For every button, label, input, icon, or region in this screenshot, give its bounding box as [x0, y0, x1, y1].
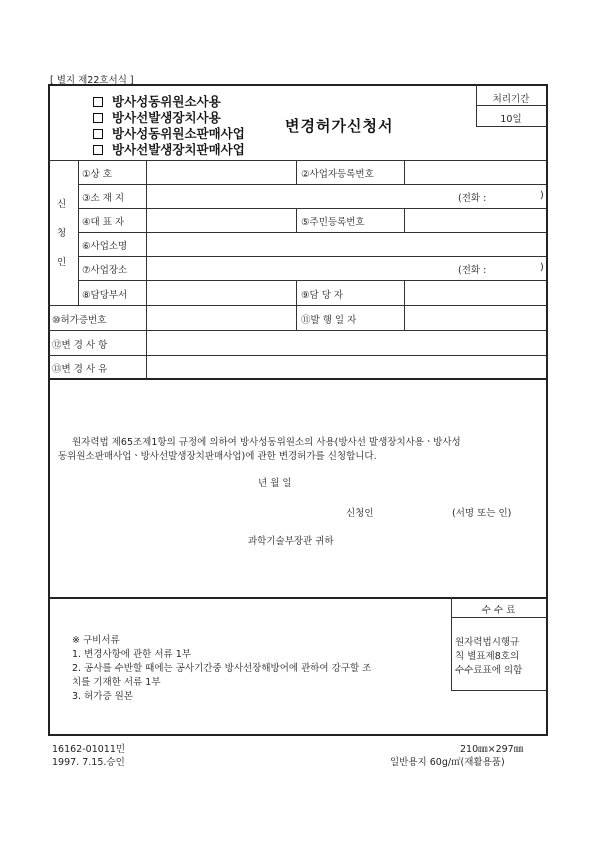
checkbox-icon[interactable] [93, 129, 103, 139]
change-items-field[interactable] [148, 332, 544, 353]
document-item: 3. 허가증 원본 [72, 691, 133, 702]
change-items-label: ⑫변 경 사 항 [52, 340, 108, 351]
col-line [146, 160, 147, 378]
form-code: 16162-01011민 [52, 744, 126, 755]
change-reason-field[interactable] [148, 357, 544, 376]
processing-label: 처리기간 [492, 94, 530, 105]
applicant-sign-field[interactable] [384, 500, 446, 518]
site-location-field[interactable] [148, 258, 448, 278]
phone-close-1: ) [540, 190, 544, 201]
processing-box-bottom [476, 126, 546, 127]
sign-or-seal-label: (서명 또는 인) [452, 508, 512, 519]
col-line [404, 208, 405, 232]
row-line [78, 256, 546, 257]
declaration-line-1: 원자력법 제65조제1항의 규정에 의하여 방사성동위원소의 사용(방사선 발생장치사용ㆍ방사성 [72, 437, 461, 448]
applicant-side-label-3: 인 [57, 257, 67, 268]
row-line [48, 330, 546, 331]
col-line [296, 208, 297, 232]
frame-left [48, 84, 50, 736]
fee-text-3: 수수료표에 의함 [455, 665, 523, 676]
documents-heading: ※ 구비서류 [72, 635, 120, 646]
approval-date: 1997. 7.15.승인 [52, 757, 125, 768]
address-label: ③소 재 지 [82, 193, 125, 204]
row-line [78, 232, 546, 233]
resident-no-label: ⑤주민등록번호 [301, 217, 365, 228]
representative-label: ④대 표 자 [82, 217, 125, 228]
row-line [48, 305, 546, 306]
paper-size: 210㎜×297㎜ [460, 744, 524, 755]
date-line: 년 월 일 [258, 478, 292, 489]
fee-box-bottom [451, 690, 546, 691]
row-line [48, 378, 546, 380]
biz-reg-no-label: ②사업자등록번호 [301, 169, 374, 180]
department-field[interactable] [148, 282, 294, 303]
checkbox-icon[interactable] [93, 145, 103, 155]
manager-field[interactable] [406, 282, 544, 303]
document-item: 치를 기재한 서류 1부 [72, 677, 161, 688]
department-label: ⑧담당부서 [82, 290, 128, 301]
document-item: 2. 공사를 수반할 때에는 공사기간중 방사선장해방어에 관하여 강구할 조 [72, 663, 372, 674]
site-name-field[interactable] [148, 234, 544, 254]
row-line [78, 184, 546, 185]
phone-close-2: ) [540, 262, 544, 273]
document-item: 1. 변경사항에 관한 서류 1부 [72, 649, 191, 660]
frame-bottom [48, 734, 548, 736]
change-reason-label: ⑬변 경 사 유 [52, 364, 108, 375]
col-line [296, 280, 297, 330]
applicant-side-label-1: 신 [57, 199, 67, 210]
address-field[interactable] [148, 186, 448, 206]
trade-name-field[interactable] [148, 162, 294, 182]
paper-spec: 일반용지 60g/㎡(재활용품) [390, 757, 505, 768]
trade-name-label: ①상 호 [82, 169, 112, 180]
option-isotope-sales[interactable]: 방사성동위원소판매사업 [93, 124, 245, 140]
representative-field[interactable] [148, 210, 294, 230]
option-generator-sales[interactable]: 방사선발생장치판매사업 [93, 140, 245, 156]
form-title: 변경허가신청서 [285, 117, 394, 135]
fee-label: 수 수 료 [481, 605, 516, 616]
site-name-label: ⑥사업소명 [82, 241, 128, 252]
applicant-sign-label: 신청인 [346, 508, 374, 519]
col-line [78, 160, 79, 305]
checkbox-icon[interactable] [93, 113, 103, 123]
fee-box-mid [451, 617, 546, 618]
row-line [48, 160, 546, 161]
col-line [296, 160, 297, 184]
site-location-label: ⑦사업장소 [82, 265, 128, 276]
issue-date-label: ⑪발 행 일 자 [301, 315, 357, 326]
fee-text-2: 칙 별표제8호의 [455, 651, 520, 662]
application-type-options [93, 92, 245, 156]
form-id: [ 별지 제22호서식 ] [50, 75, 134, 86]
row-line [78, 280, 546, 281]
row-line [48, 597, 546, 599]
option-isotope-use[interactable]: 방사성동위원소사용 [93, 92, 245, 108]
phone-label-1: (전화 : [458, 193, 487, 204]
checkbox-icon[interactable] [93, 97, 103, 107]
processing-box-mid [476, 105, 546, 106]
permit-no-field[interactable] [148, 307, 294, 328]
col-line [404, 160, 405, 184]
biz-reg-no-field[interactable] [406, 162, 544, 182]
fee-text-1: 원자력법시행규 [455, 637, 520, 648]
applicant-side-label-2: 청 [57, 228, 67, 239]
permit-no-label: ⑩허가증번호 [52, 315, 107, 326]
resident-no-field[interactable] [406, 210, 544, 230]
frame-right [546, 84, 548, 736]
option-generator-use[interactable]: 방사선발생장치사용 [93, 108, 245, 124]
processing-value: 10일 [500, 114, 522, 125]
col-line [404, 280, 405, 330]
addressee: 과학기술부장관 귀하 [248, 536, 334, 547]
fee-box-left [451, 597, 452, 690]
frame-top [48, 84, 548, 86]
declaration-line-2: 동위원소판매사업ㆍ방사선발생장치판매사업)에 관한 변경허가를 신청합니다. [58, 451, 377, 462]
row-line [48, 355, 546, 356]
row-line [78, 208, 546, 209]
issue-date-field[interactable] [406, 307, 544, 328]
phone-label-2: (전화 : [458, 265, 487, 276]
manager-label: ⑨담 당 자 [301, 290, 344, 301]
